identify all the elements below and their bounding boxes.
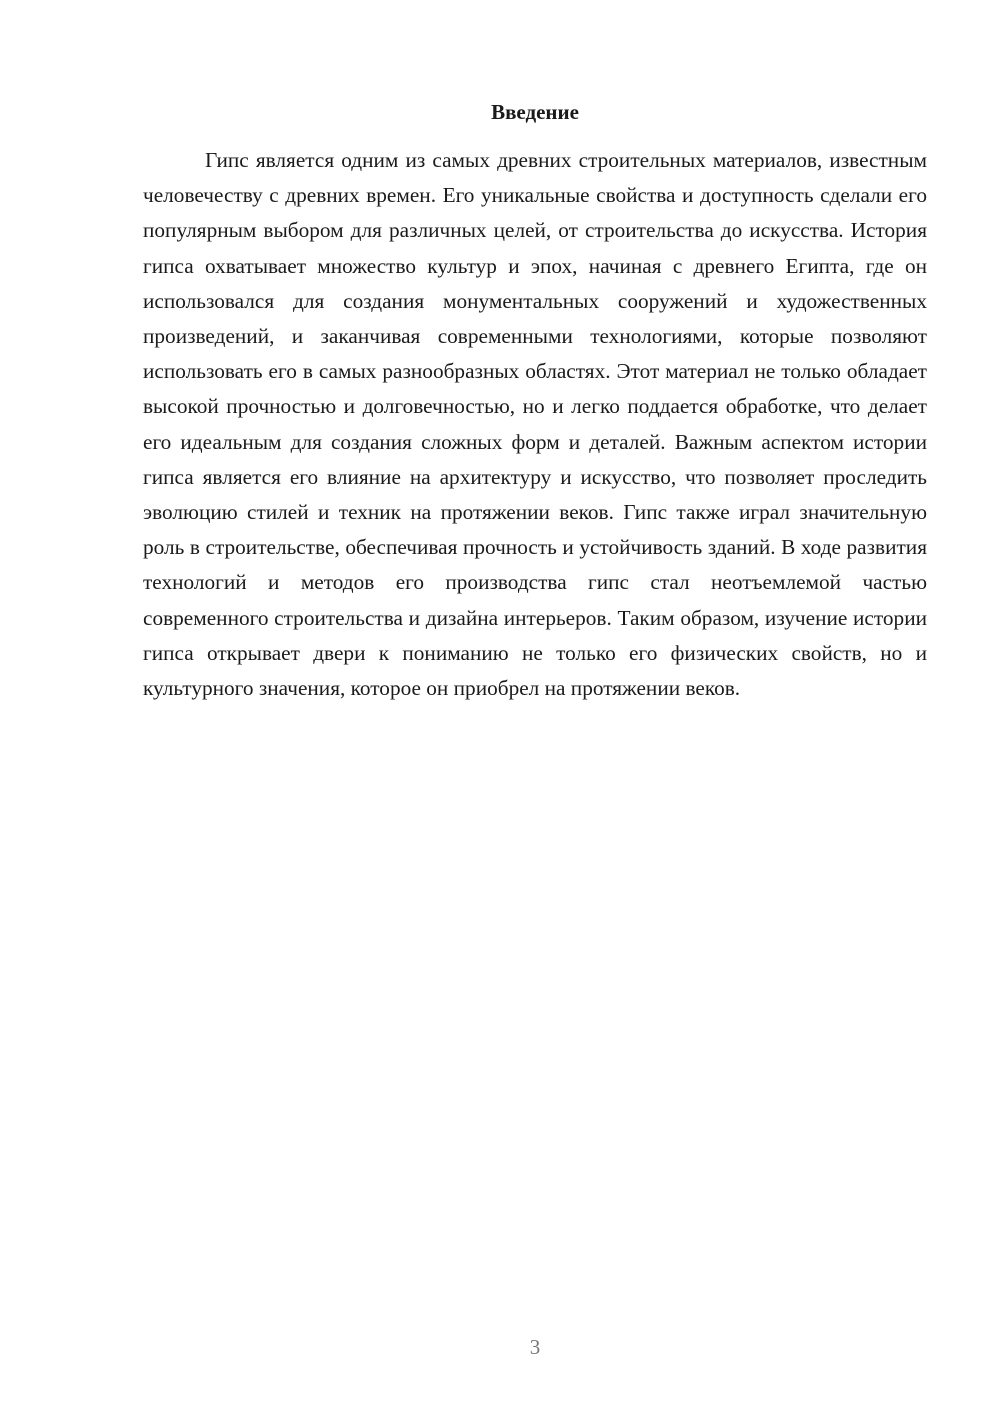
page-number: 3 <box>529 1335 541 1359</box>
section-heading: Введение <box>491 100 579 124</box>
body-paragraph: Гипс является одним из самых древних строительных материалов, известным человечеству с древних времен. Его уникальные свойства и доступность сделали его популярным выбором для различных целей, от строительства до искусства. История гипса охватывает множество культур и эпох, начиная с древнего Египта, где он использовался для создания монументальных сооружений и художественных произведений, и заканчивая современными технологиями, которые позволяют использовать его в самых разнообразных областях. Этот материал не только обладает высокой прочностью и долговечностью, но и легко поддается обработке, что делает его идеальным для создания сложных форм и деталей. Важным аспектом истории гипса является его влияние на архитектуру и искусство, что позволяет проследить эволюцию стилей и техник на протяжении веков. Гипс также играл значительную роль в строительстве, обеспечивая прочность и устойчивость зданий. В ходе развития технологий и методов его производства гипс стал неотъемлемой частью современного строительства и дизайна интерьеров. Таким образом, изучение истории гипса открывает двери к пониманию не только его физических свойств, но и культурного значения, которое он приобрел на протяжении веков. <box>143 148 927 701</box>
